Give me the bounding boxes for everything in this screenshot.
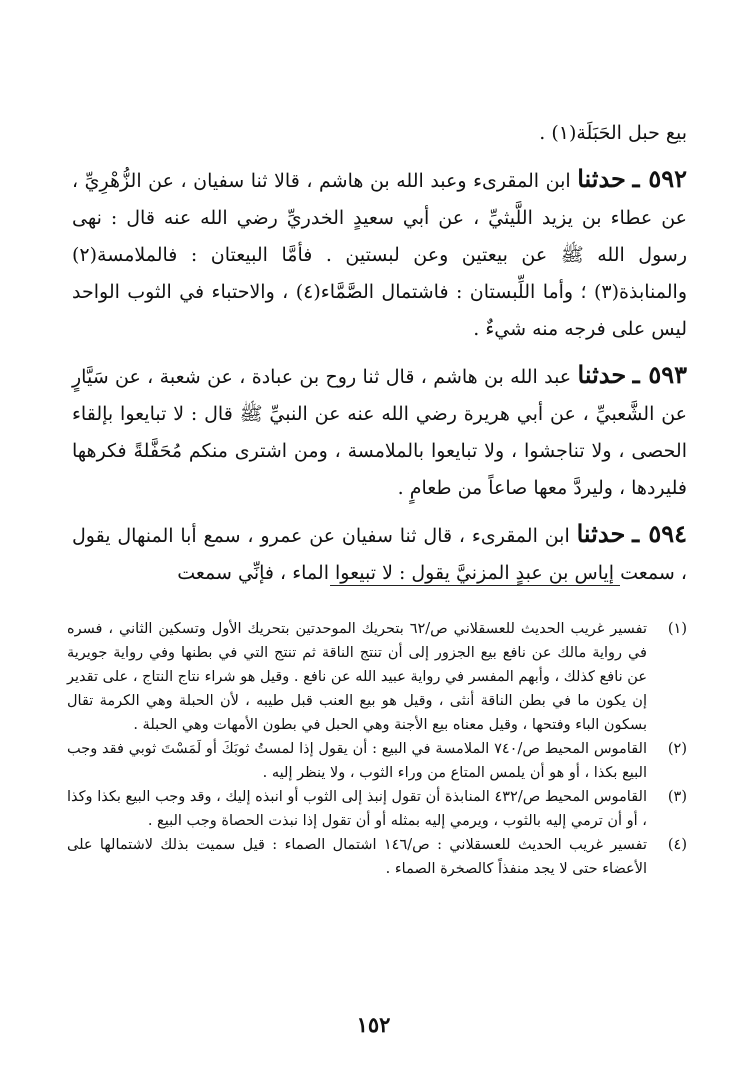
page-number: ١٥٢ [356, 1012, 391, 1037]
footnote-1 [67, 617, 687, 737]
hadith-text: ابن المقرىء ، قال ثنا سفيان عن عمرو ، سمع أبا المنهال يقول ، سمعت إياس بن عبدٍ المزنيَّ يقول : لا تبيعوا الماء ، فإنِّي سمعت [72, 525, 687, 584]
hadith-text: ابن المقرىء وعبد الله بن هاشم ، قالا ثنا سفيان ، عن الزُّهْرِيِّ ، عن عطاء بن يزيد اللَّيثيِّ ، عن أبي سعيدٍ الخدريِّ رضي الله عنه قال : نهى رسول الله ﷺ عن بيعتين وعن لبستين . فأمَّا البيعتان : فالملامسة(٢) والمنابذة(٣) ؛ وأما اللِّبستان : فاشتمال الصَّمَّاء(٤) ، والاحتباء في الثوب الواحد ليس على فرجه منه شيءٌ . [72, 170, 687, 340]
intro-line: بيع حبل الحَبَلَة(١) . [539, 122, 687, 144]
footnote-3 [67, 785, 687, 833]
hadith-heading: حدثنا [577, 360, 627, 389]
footnote-4 [67, 833, 687, 881]
footnote-text: تفسير غريب الحديث للعسقلاني ص/٦٢ بتحريك الموحدتين بتحريك الأول وتسكين الثاني ، فسره في رواية مالك عن نافع بيع الجزور إلى أن تنتج الناقة ثم تنتج التي في بطنها وفي رواية جويرية عن نافع كذلك ، وأبهم المفسر في رواية عبيد الله عن نافع . وقيل هو شراء نتاج النتاج ، على تقدير إن يكون ما في بطن الناقة أنثى ، وقيل هو بيع العنب قبل طيبه ، لأن الحبلة وهي الكرمة تقال بسكون الباء وفتحها ، وقيل معناه بيع الأجنة وهي الحبل في بطون الأمهات وهي الحبلة . [67, 621, 647, 733]
hadith-heading: حدثنا [576, 519, 626, 548]
footnote-2 [67, 737, 687, 785]
footnote-label: (٢) [667, 741, 687, 757]
footnote-text: تفسير غريب الحديث للعسقلاني : ص/١٤٦ اشتمال الصماء : قيل سميت بذلك لاشتمالها على الأعضاء حتى لا يجد منفذاً كالصخرة الصماء . [67, 837, 647, 877]
footnotes [67, 617, 687, 881]
footnote-text: القاموس المحيط ص/٧٤٠ الملامسة في البيع : أن يقول إذا لمستُ ثوبَكَ أو لَمَسْتَ ثوبي فقد وجب البيع بكذا ، أو هو أن يلمس المتاع من وراء الثوب ، ولا ينظر إليه . [67, 741, 647, 781]
footnote-text: القاموس المحيط ص/٤٣٢ المنابذة أن تقول إنبذ إلى الثوب أو انبذه إليك ، وقد وجب البيع بكذا وكذا ، أو أن ترمي إليه بالثوب ، ويرمي إليه بمثله أو أن تقول إذا نبذت الحصاة وجب البيع . [67, 789, 647, 829]
hadith-number: ٥٩٢ ـ [632, 164, 688, 193]
footnote-label: (١) [667, 621, 687, 637]
hadith-heading: حدثنا [577, 164, 626, 193]
hadith-593 [72, 356, 687, 507]
footnote-label: (٣) [667, 789, 687, 805]
hadith-594 [72, 515, 687, 592]
hadith-number: ٥٩٣ ـ [632, 360, 688, 389]
main-text [72, 115, 687, 592]
footnote-separator [330, 585, 620, 586]
footnote-label: (٤) [667, 837, 687, 853]
hadith-592 [72, 160, 687, 348]
hadith-number: ٥٩٤ ـ [632, 519, 688, 548]
hadith-text: عبد الله بن هاشم ، قال ثنا روح بن عبادة ، عن شعبة ، عن سَيَّارٍ عن الشَّعبيِّ ، عن أبي هريرة رضي الله عنه عن النبيِّ ﷺ قال : لا تبايعوا بإلقاء الحصى ، ولا تناجشوا ، ولا تبايعوا بالملامسة ، ومن اشترى منكم مُحَفَّلةً فكرهها فليردها ، وليردَّ معها صاعاً من طعامٍ . [72, 366, 687, 499]
